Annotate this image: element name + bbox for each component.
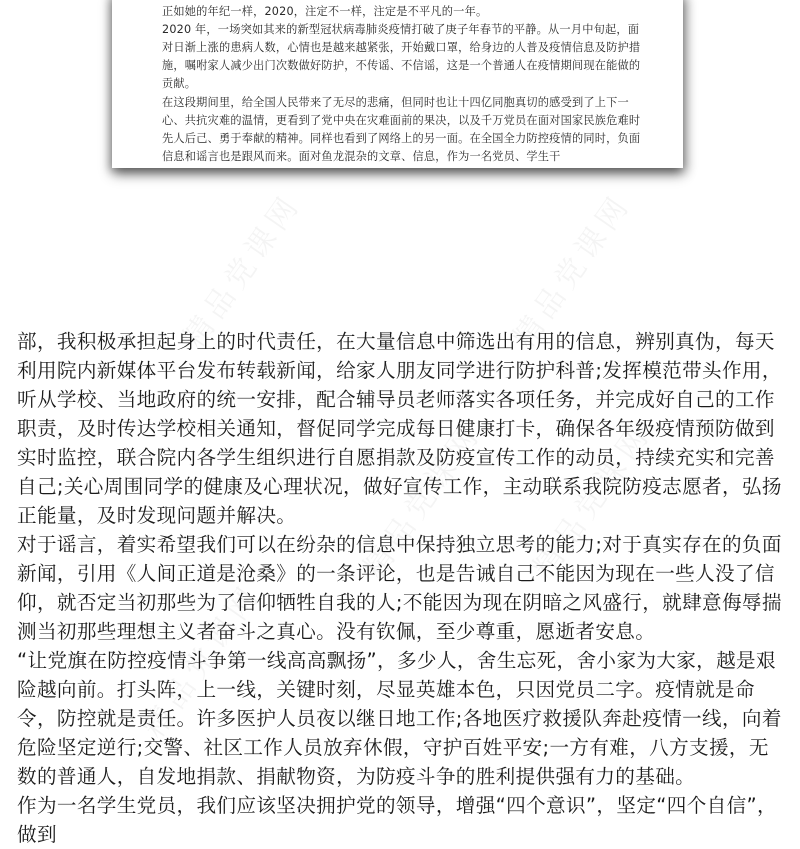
body-paragraph: 对于谣言，着实希望我们可以在纷杂的信息中保持独立思考的能力;对于真实存在的负面新闻，引用《人间正道是沧桑》的一条评论，也是告诫自己不能因为现在一些人没了信仰，就否定当初那些为了信仰牺牲自我的人;不能因为现在阴暗之风盛行，就肆意侮辱揣测当初那些理想主义者奋斗之真心。没有钦佩，至少尊重，愿逝者安息。 — [17, 533, 782, 643]
document-preview-card — [112, 0, 683, 168]
body-paragraph: “让党旗在防控疫情斗争第一线高高飘扬”，多少人，舍生忘死，舍小家为大家，越是艰险越向前。打头阵，上一线，关键时刻，尽显英雄本色，只因党员二字。疫情就是命令，防控就是责任。许多医护人员夜以继日地工作;各地医疗救援队奔赴疫情一线，向着危险坚定逆行;交警、社区工作人员放弃休假，守护百姓平安;一方有难，八方支援，无数的普通人，自发地捐款、捐献物资，为防疫斗争的胜利提供强有力的基础。 — [17, 649, 782, 788]
body-paragraph: 作为一名学生党员，我们应该坚决拥护党的领导，增强“四个意识”，坚定“四个自信”，做到 — [17, 794, 777, 846]
preview-card-text — [162, 0, 642, 166]
document-body — [17, 327, 787, 849]
preview-paragraph: 正如她的年纪一样，2020，注定不一样，注定是不平凡的一年。 — [162, 5, 488, 19]
preview-paragraph: 在这段期间里，给全国人民带来了无尽的悲痛，但同时也让十四亿同胞真切的感受到了上下一心、共抗灾难的温情，更看到了党中央在灾难面前的果决，以及千万党员在面对国家民族危难时先人后己、勇于奉献的精神。同样也看到了网络上的另一面。在全国全力防控疫情的同时，负面信息和谣言也是跟风而来。面对鱼龙混杂的文章、信息，作为一名党员、学生干 — [162, 95, 641, 163]
body-paragraph: 部，我积极承担起身上的时代责任，在大量信息中筛选出有用的信息，辨别真伪，每天利用院内新媒体平台发布转载新闻，给家人朋友同学进行防护科普;发挥模范带头作用，听从学校、当地政府的统一安排，配合辅导员老师落实各项任务，并完成好自己的工作职责，及时传达学校相关通知，督促同学完成每日健康打卡，确保各年级疫情预防做到实时监控，联合院内各学生组织进行自愿捐款及防疫宣传工作的动员，持续充实和完善自己;关心周围同学的健康及心理状况，做好宣传工作，主动联系我院防疫志愿者，弘扬正能量，及时发现问题并解决。 — [17, 330, 782, 527]
preview-paragraph: 2020 年，一场突如其来的新型冠状病毒肺炎疫情打破了庚子年春节的平静。从一月中旬起，面对日渐上涨的患病人数，心情也是越来越紧张，开始戴口罩，给身边的人普及疫情信息及防护措施，嘱咐家人减少出门次数做好防护，不传谣、不信谣，这是一个普通人在疫情期间现在能做的贡献。 — [162, 23, 641, 91]
